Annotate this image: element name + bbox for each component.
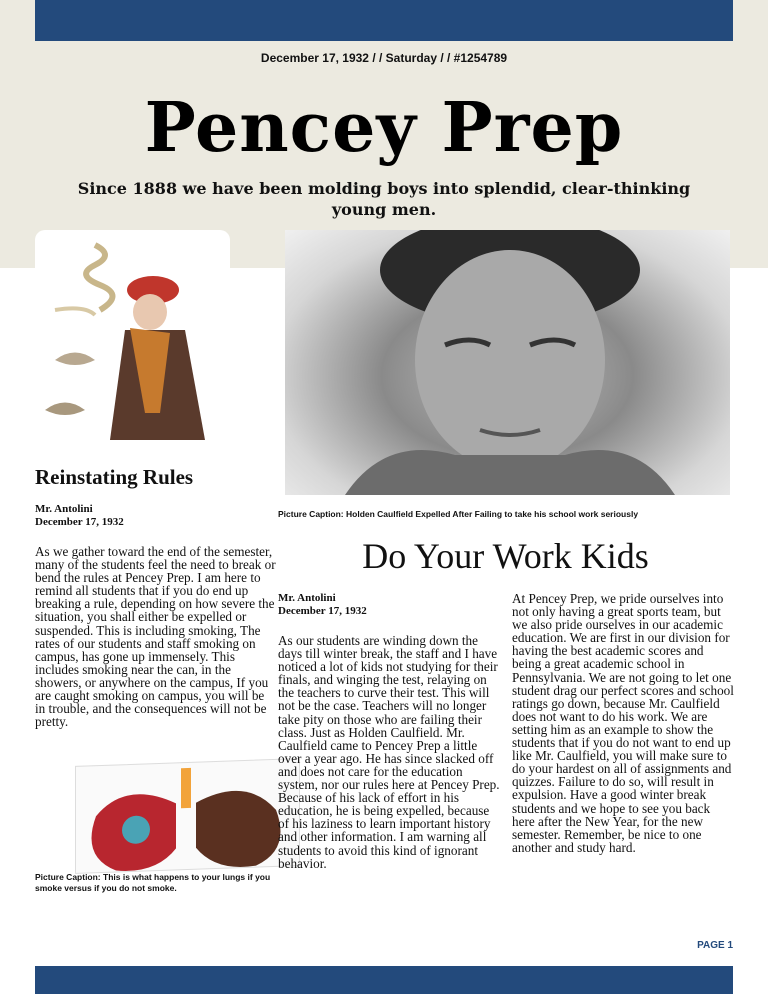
author: Mr. Antolini <box>35 503 93 515</box>
photo-caption: Picture Caption: Holden Caulfield Expelled After Failing to take his school work seriously <box>278 509 639 519</box>
tagline: Since 1888 we have been molding boys into splendid, clear-thinking young men. <box>77 179 691 219</box>
article-headline: Do Your Work Kids <box>362 536 649 576</box>
article-body: As we gather toward the end of the semester, many of the students feel the need to break or bend the rules at Pencey Prep. I am here to remind all students that if you do end up breaking a rule, depending on how severe the situation, you shall either be expelled or suspended. This is including smoking, The rates of our students and staff smoking on campus, has gone up immensely. This includes smoking near the can, in the showers, or anywhere on the campus, If you are caught smoking on campus, you will be in trouble, and the consequences will not be pretty. <box>35 544 276 730</box>
author: Mr. Antolini <box>278 592 336 604</box>
holden-caulfield-photo <box>285 230 730 495</box>
bottom-bar <box>35 966 733 994</box>
article-date: December 17, 1932 <box>278 605 367 617</box>
dateline: December 17, 1932 / / Saturday / / #1254789 <box>260 51 508 65</box>
article-headline: Reinstating Rules <box>35 465 194 489</box>
top-bar <box>35 0 733 41</box>
newspaper-title: Pencey Prep <box>144 88 624 168</box>
lungs-caption: Picture Caption: This is what happens to your lungs if you smoke versus if you do not smoke. <box>35 872 271 893</box>
lungs-illustration <box>75 758 300 874</box>
article-byline <box>278 592 367 618</box>
article-body-column-2: At Pencey Prep, we pride ourselves into not only having a great sports team, but we also pride ourselves in our academic education. We are first in our division for having the best academic scores and being a great academic school in Pennsylvania. We are not going to let one student drag our perfect scores and school ratings go down, because Mr. Caulfield does not want to do his work. We are setting him as an example to show the students that if you do not want to end up like Mr. Caulfield, you will make sure to do your hardest on all of assignments and quizzes. Failure to do so, will result in expulsion. Have a good winter break students and we hope to see you back here after the New Year, for the new semester. Remember, be nice to one another and study hard. <box>512 591 734 855</box>
article-byline <box>35 503 124 529</box>
smoking-boy-illustration <box>35 230 230 442</box>
article-body-column-1: As our students are winding down the days till winter break, the staff and I have noticed a lot of kids not studying for their finals, and winging the test, relaying on the teachers to curve their test. This will not be the case. Teachers will no longer take pity on those who are failing their class. Just as Holden Caulfield. Mr. Caulfield came to Pencey Prep a little over a year ago. He has since slacked off and does not care for the education system, nor our rules here at Pencey Prep. Because of his lack of effort in his education, he is being expelled, because of his laziness to learn important history and other information. I am warning all students to avoid this kind of ignorant behavior. <box>278 633 500 871</box>
page-number: PAGE 1 <box>697 940 733 951</box>
article-date: December 17, 1932 <box>35 516 124 528</box>
